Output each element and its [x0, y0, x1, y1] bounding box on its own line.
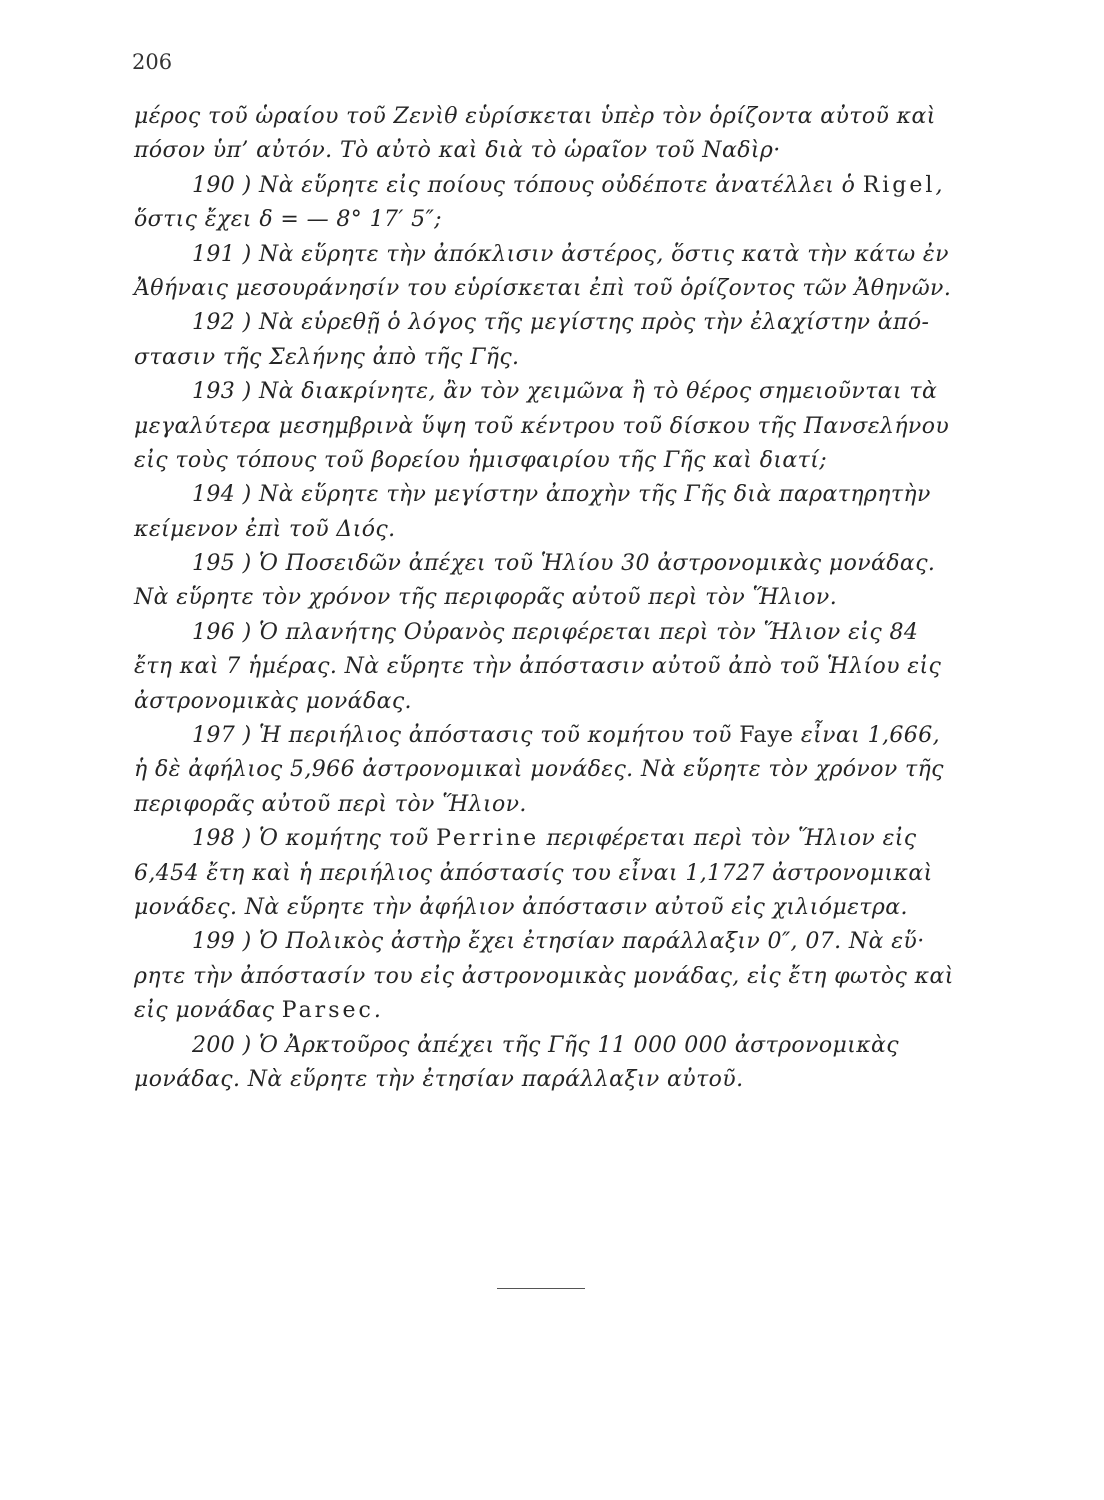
problem-190-line: 190 ) Νὰ εὕρητε εἰς ποίους τόπους οὐδέποτε ἀνατέλλει ὁ Rigel,	[192, 172, 943, 198]
star-name: Rigel	[862, 172, 936, 198]
text-line: ὅστις ἔχει δ = — 8° 17′ 5″;	[134, 207, 442, 233]
problem-198-line: 198 ) Ὁ κομήτης τοῦ Perrine περιφέρεται περὶ τὸν Ἥλιον εἰς	[192, 826, 917, 852]
problem-195-line: 195 ) Ὁ Ποσειδῶν ἀπέχει τοῦ Ἡλίου 30 ἀστρονομικὰς μονάδας.	[192, 551, 936, 577]
text-line: ρητε τὴν ἀπόστασίν του εἰς ἀστρονομικὰς μονάδας, εἰς ἔτη φωτὸς καὶ	[134, 963, 954, 989]
unit-name: Parsec	[281, 998, 374, 1024]
text-line: εἰς μονάδας Parsec.	[134, 998, 382, 1024]
text-line: πόσον ὑπ’ αὐτόν. Τὸ αὐτὸ καὶ διὰ τὸ ὡραῖον τοῦ Ναδὶρ·	[134, 138, 781, 164]
problem-191-line: 191 ) Νὰ εὕρητε τὴν ἀπόκλισιν ἀστέρος, ὅστις κατὰ τὴν κάτω ἐν	[192, 241, 949, 267]
problem-192-line: 192 ) Νὰ εὑρεθῇ ὁ λόγος τῆς μεγίστης πρὸς τὴν ἐλαχίστην ἀπό-	[192, 310, 930, 336]
problem-193-line: 193 ) Νὰ διακρίνητε, ἂν τὸν χειμῶνα ἢ τὸ θέρος σημειοῦνται τὰ	[192, 379, 938, 405]
problem-199-line: 199 ) Ὁ Πολικὸς ἀστὴρ ἔχει ἐτησίαν παράλλαξιν 0″, 07. Νὰ εὕ·	[192, 929, 925, 955]
problem-200-line: 200 ) Ὁ Ἀρκτοῦρος ἀπέχει τῆς Γῆς 11 000 000 ἀστρονομικὰς	[192, 1032, 900, 1058]
text-line: Ἀθήναις μεσουράνησίν του εὑρίσκεται ἐπὶ τοῦ ὁρίζοντος τῶν Ἀθηνῶν.	[134, 275, 952, 301]
text-line: μονάδες. Νὰ εὕρητε τὴν ἀφήλιον ἀπόστασιν αὐτοῦ εἰς χιλιόμετρα.	[134, 894, 908, 920]
text-line: μέρος τοῦ ὡραίου τοῦ Ζενὶθ εὑρίσκεται ὑπὲρ τὸν ὁρίζοντα αὐτοῦ καὶ	[134, 104, 936, 129]
comet-name: Faye	[739, 723, 794, 749]
page-number: 206	[132, 50, 173, 74]
text-line: ἀστρονομικὰς μονάδας.	[134, 688, 412, 714]
text-line: 6,454 ἔτη καὶ ἡ περιήλιος ἀπόστασίς του εἶναι 1,1727 ἀστρονομικαὶ	[134, 860, 933, 886]
problem-196-line: 196 ) Ὁ πλανήτης Οὐρανὸς περιφέρεται περὶ τὸν Ἥλιον εἰς 84	[192, 619, 919, 645]
text-line: Νὰ εὕρητε τὸν χρόνον τῆς περιφορᾶς αὐτοῦ περὶ τὸν Ἥλιον.	[134, 585, 838, 611]
text-line: ἡ δὲ ἀφήλιος 5,966 ἀστρονομικαὶ μονάδες. Νὰ εὕρητε τὸν χρόνον τῆς	[134, 757, 944, 783]
comet-name: Perrine	[436, 826, 540, 852]
text-line: μεγαλύτερα μεσημβρινὰ ὕψη τοῦ κέντρου τοῦ δίσκου τῆς Πανσελήνου	[134, 413, 950, 439]
body-text	[134, 100, 994, 1097]
text-line: στασιν τῆς Σελήνης ἀπὸ τῆς Γῆς.	[134, 344, 520, 370]
text-line: κείμενον ἐπὶ τοῦ Διός.	[134, 516, 396, 542]
section-divider	[497, 1288, 585, 1289]
text-line: ἔτη καὶ 7 ἡμέρας. Νὰ εὕρητε τὴν ἀπόστασιν αὐτοῦ ἀπὸ τοῦ Ἡλίου εἰς	[134, 654, 942, 680]
text-line: περιφορᾶς αὐτοῦ περὶ τὸν Ἥλιον.	[134, 791, 527, 817]
text-line: μονάδας. Νὰ εὕρητε τὴν ἐτησίαν παράλλαξιν αὐτοῦ.	[134, 1066, 744, 1092]
problem-197-line: 197 ) Ἡ περιήλιος ἀπόστασις τοῦ κομήτου τοῦ Faye εἶναι 1,666,	[192, 723, 940, 749]
problem-194-line: 194 ) Νὰ εὕρητε τὴν μεγίστην ἀποχὴν τῆς Γῆς διὰ παρατηρητὴν	[192, 482, 931, 508]
text-line: εἰς τοὺς τόπους τοῦ βορείου ἡμισφαιρίου τῆς Γῆς καὶ διατί;	[134, 447, 828, 473]
